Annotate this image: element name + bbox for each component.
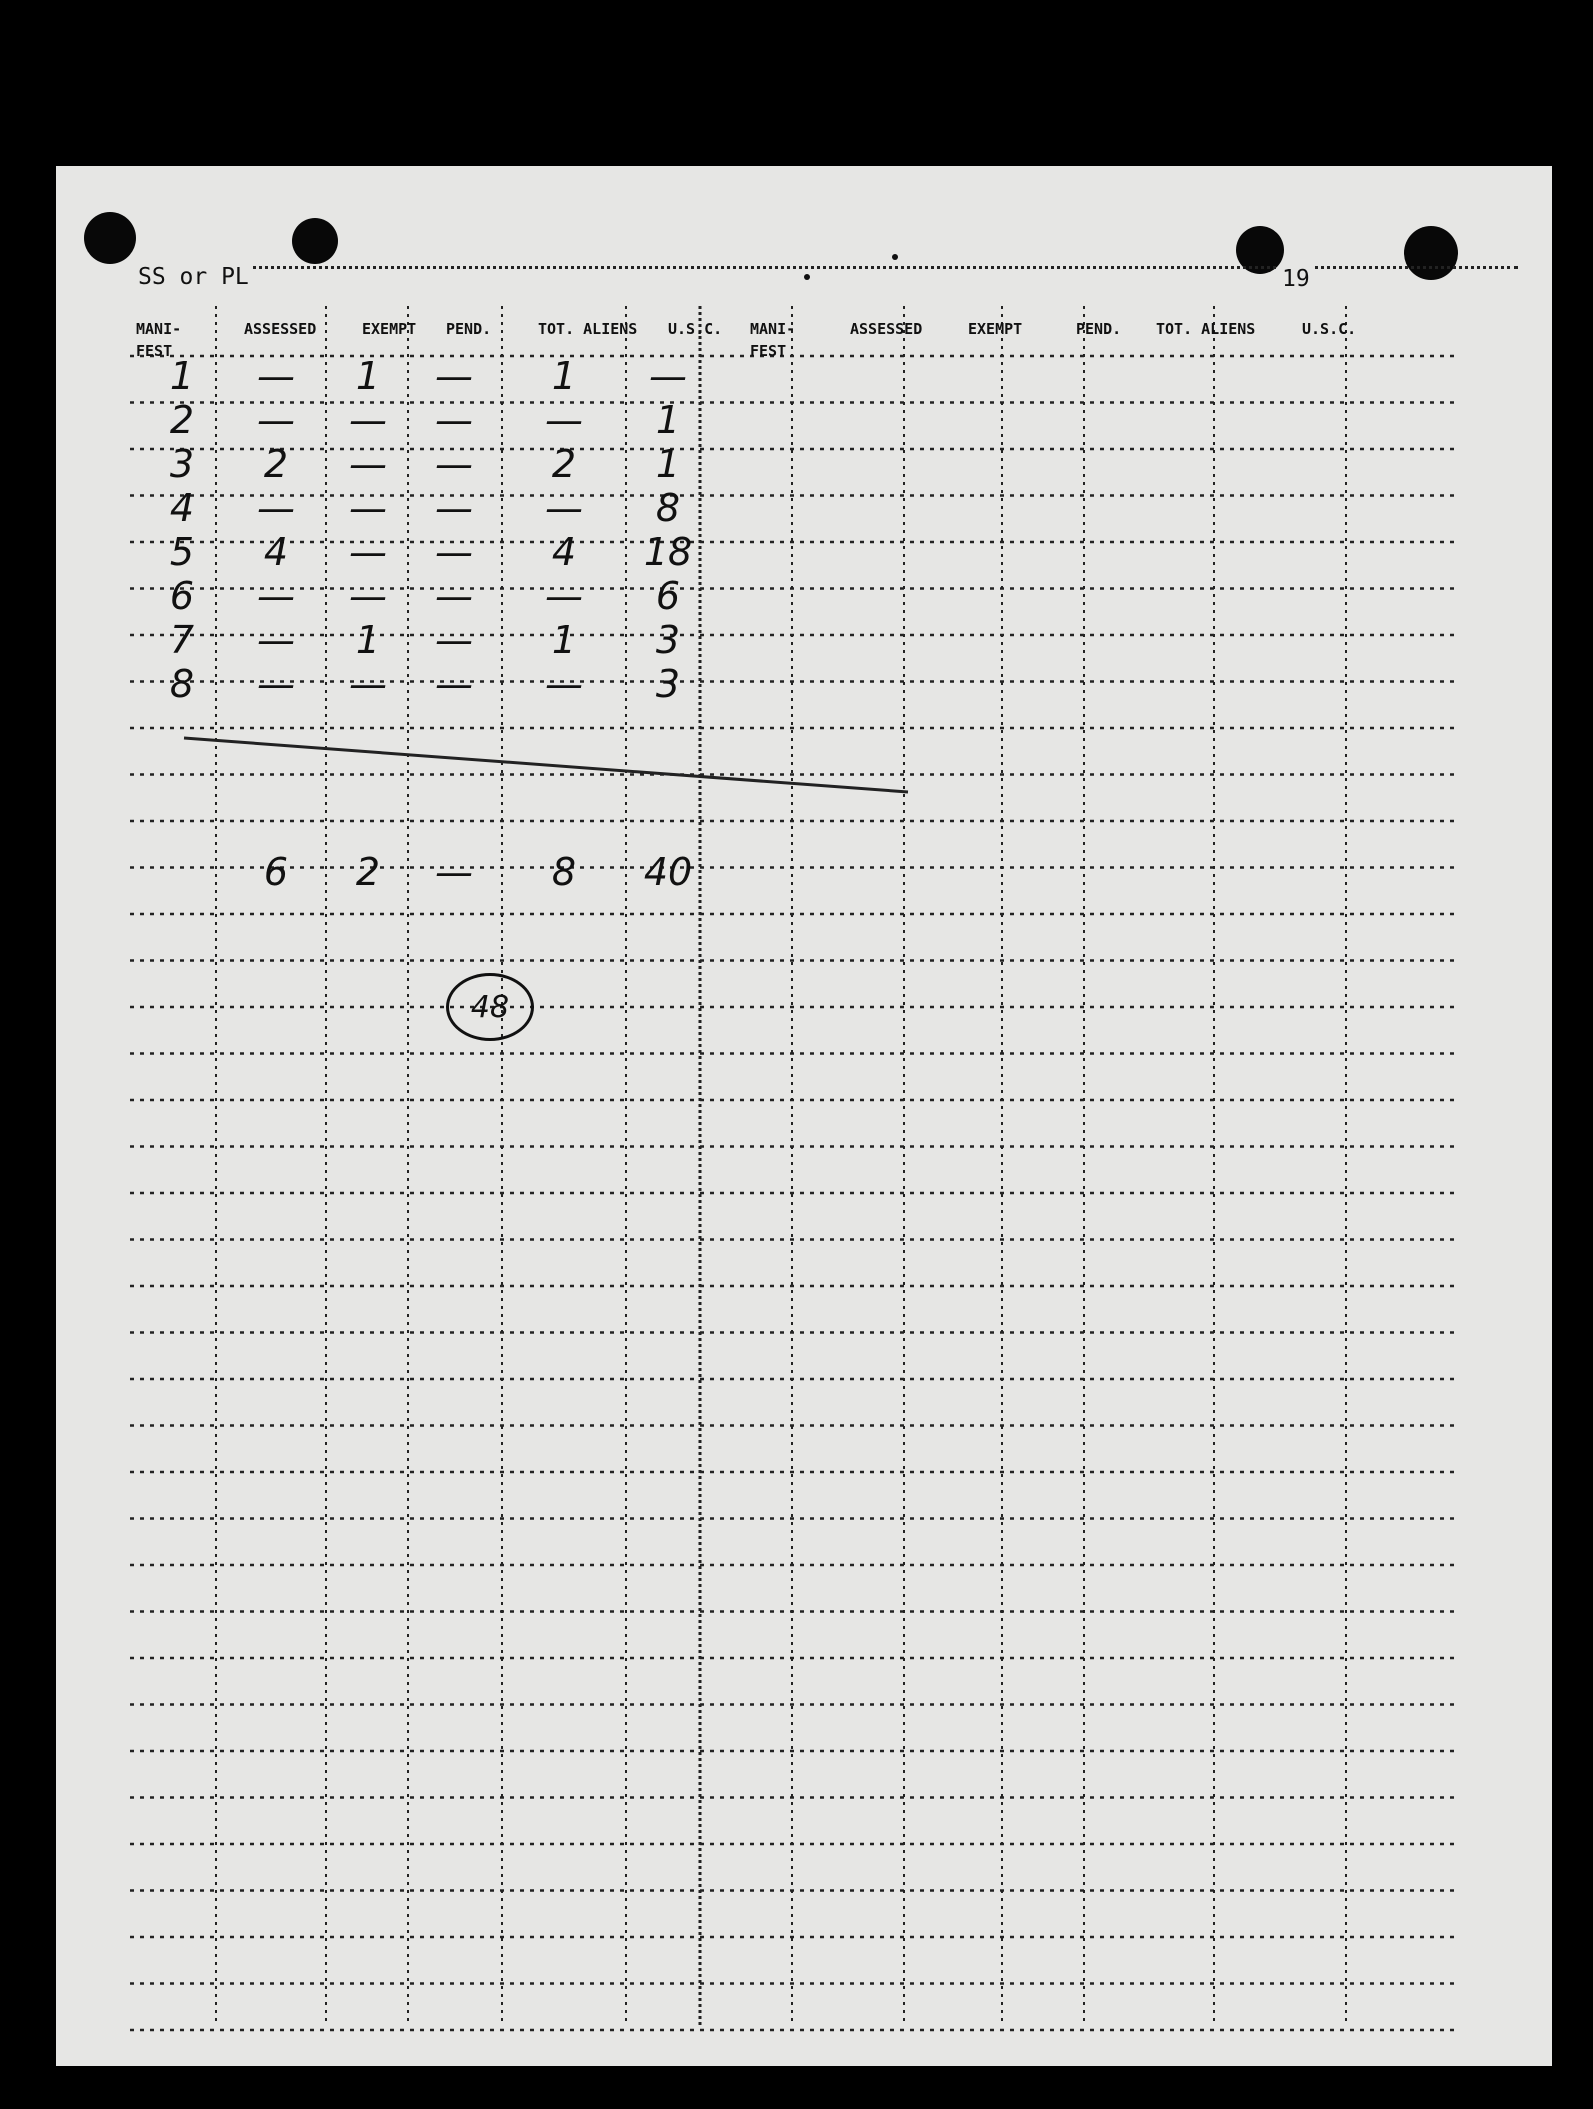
table-cell-entry: 4	[551, 530, 577, 574]
table-cell-entry: —	[435, 662, 473, 706]
table-cell-entry: 4	[263, 530, 289, 574]
table-cell-entry: 2	[263, 442, 289, 486]
table-cell-entry: —	[545, 574, 583, 618]
table-cell-entry: —	[435, 530, 473, 574]
col-manifest-right: MANI- FEST	[750, 320, 796, 360]
table-cell-entry: 1	[169, 354, 195, 398]
punch-hole-icon	[292, 218, 338, 264]
col-pend-left: PEND.	[446, 320, 492, 338]
table-cell-entry: —	[435, 486, 473, 530]
table-cell-entry: 1	[655, 398, 681, 442]
table-cell-entry: 1	[355, 618, 381, 662]
table-cell-entry: —	[349, 530, 387, 574]
table-cell-entry: —	[349, 574, 387, 618]
table-cell-entry: —	[435, 618, 473, 662]
table-cell-entry: —	[435, 398, 473, 442]
col-assessed-right: ASSESSED	[850, 320, 923, 338]
totals-cell-entry: 8	[551, 850, 577, 894]
table-cell-entry: —	[545, 398, 583, 442]
col-assessed-left: ASSESSED	[244, 320, 317, 338]
table-cell-entry: —	[257, 662, 295, 706]
table-cell-entry: 1	[655, 442, 681, 486]
table-cell-entry: —	[435, 442, 473, 486]
col-pend-right: PEND.	[1076, 320, 1122, 338]
col-usc-right: U.S.C.	[1302, 320, 1357, 338]
ink-speck-icon	[804, 274, 810, 280]
col-tot-aliens-right: TOT. ALIENS	[1156, 320, 1256, 338]
col-manifest-left: MANI- FEST	[136, 320, 182, 360]
table-cell-entry: 8	[655, 486, 681, 530]
table-cell-entry: —	[435, 574, 473, 618]
table-cell-entry: 1	[551, 354, 577, 398]
table-cell-entry: —	[349, 442, 387, 486]
year-label: 19	[1278, 266, 1314, 292]
table-cell-entry: —	[257, 354, 295, 398]
table-cell-entry: —	[545, 486, 583, 530]
table-cell-entry: 7	[169, 618, 195, 662]
table-cell-entry: —	[435, 354, 473, 398]
punch-hole-icon	[1404, 226, 1458, 280]
table-cell-entry: 8	[169, 662, 195, 706]
col-exempt-left: EXEMPT	[362, 320, 417, 338]
table-cell-entry: 6	[655, 574, 681, 618]
totals-cell-entry: 6	[263, 850, 289, 894]
table-cell-entry: 4	[169, 486, 195, 530]
col-exempt-right: EXEMPT	[968, 320, 1023, 338]
grand-total-circled: 48	[446, 973, 534, 1041]
totals-cell-entry: 2	[355, 850, 381, 894]
ink-speck-icon	[892, 254, 898, 260]
table-cell-entry: 3	[655, 618, 681, 662]
table-cell-entry: 5	[169, 530, 195, 574]
manifest-form-sheet	[56, 166, 1552, 2066]
table-cell-entry: —	[257, 618, 295, 662]
col-usc-left: U.S.C.	[668, 320, 723, 338]
table-cell-entry: 6	[169, 574, 195, 618]
table-cell-entry: 1	[551, 618, 577, 662]
table-cell-entry: —	[349, 398, 387, 442]
punch-hole-icon	[84, 212, 136, 264]
table-cell-entry: 1	[355, 354, 381, 398]
table-cell-entry: —	[257, 398, 295, 442]
total-strike-line	[184, 738, 908, 792]
table-cell-entry: 18	[643, 530, 693, 574]
table-cell-entry: 2	[169, 398, 195, 442]
table-cell-entry: —	[349, 486, 387, 530]
table-cell-entry: —	[257, 574, 295, 618]
totals-cell-entry: —	[435, 850, 473, 894]
table-cell-entry: —	[257, 486, 295, 530]
table-cell-entry: 3	[169, 442, 195, 486]
table-cell-entry: 3	[655, 662, 681, 706]
totals-cell-entry: 40	[643, 850, 693, 894]
vessel-label: SS or PL	[134, 264, 253, 290]
table-cell-entry: —	[545, 662, 583, 706]
col-tot-aliens-left: TOT. ALIENS	[538, 320, 638, 338]
table-cell-entry: —	[649, 354, 687, 398]
table-cell-entry: 2	[551, 442, 577, 486]
table-cell-entry: —	[349, 662, 387, 706]
